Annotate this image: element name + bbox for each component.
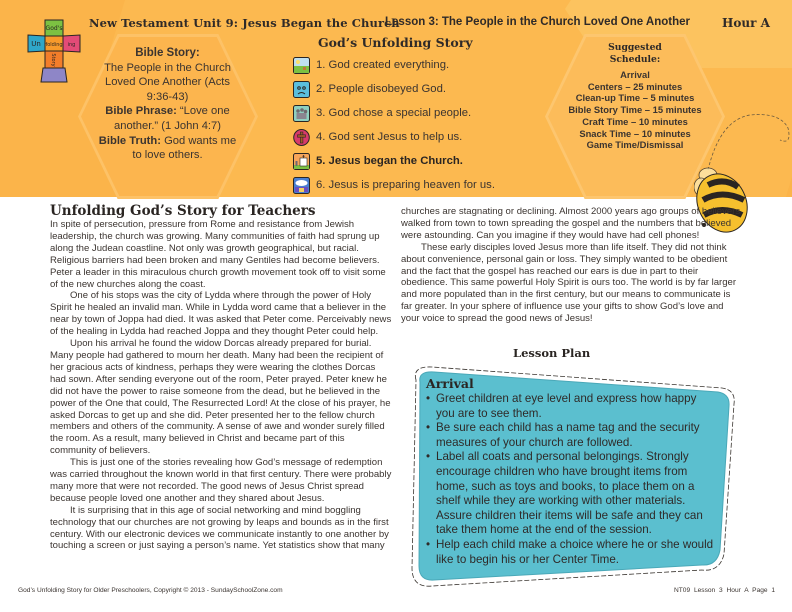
church-icon — [293, 153, 310, 170]
teachers-paragraph: In spite of persecution, pressure from Rome and resistance from Jewish leadership, the church was growing. Many communities of faith had sprung up along the Judean coastline. Not only was growth geographical, but racial. Religious barriers had been broken and many Gentiles had become believers. Peter a leader in this miraculous church growth movement took off to visit some of the new churches along the coast. — [50, 219, 386, 290]
schedule-title-line2: Schedule: — [609, 53, 661, 65]
schedule-item: Craft Time – 10 minutes — [582, 115, 688, 127]
story-item-label: 4. God sent Jesus to help us. — [316, 131, 463, 143]
unfolding-story-list — [293, 53, 495, 197]
arrival-bullet: • Greet children at eye level and express how happy you are to see them. — [426, 392, 716, 421]
teachers-text-left — [50, 219, 393, 552]
svg-text:Un: Un — [31, 40, 41, 48]
lesson-title: Lesson 3: The People in the Church Loved One Another — [385, 16, 690, 28]
schedule-title-line1: Suggested — [608, 42, 662, 53]
people-group-icon — [293, 105, 310, 122]
bible-phrase — [95, 104, 240, 133]
schedule-item: Arrival — [620, 69, 650, 80]
unfolding-story-heading: God’s Unfolding Story — [318, 35, 473, 50]
bible-truth-text: God wants me to love others. — [132, 134, 237, 162]
suggested-schedule — [560, 42, 710, 151]
story-item-label: 6. Jesus is preparing heaven for us. — [316, 179, 495, 191]
story-item — [293, 77, 495, 101]
bible-truth-label: Bible Truth: — [98, 134, 161, 147]
lesson-plan-heading: Lesson Plan — [513, 346, 591, 360]
story-item-label: 2. People disobeyed God. — [316, 83, 447, 95]
teachers-paragraph: These early disciples loved Jesus more than life itself. They did not think about convenience, personal gain or loss. They simply wanted to be obedient and the fact that the gospel has reached our ears is due in part to their obedience. This same powerful Holy Spirit is ours too. The world is by far larger and more populated than in the first century, but our means to communicate is far greater. In your sphere of influence use your gifts to show God’s love and your voice to spread the good news of Jesus! — [401, 241, 736, 325]
arrival-bullet: • Be sure each child has a name tag and the security measures of your church are followed. — [426, 421, 716, 450]
teachers-paragraph: It is surprising that in this age of social networking and mind boggling technology that our churches are not growing by leaps and bounds as in the first century. With our electronic devices we communicate instantly to one another by touching a screen or just saying a person’s name. Yet statistics show that many — [50, 504, 389, 552]
bible-story-label: Bible Story: — [135, 47, 200, 59]
unit-title: New Testament Unit 9: Jesus Began the Church — [89, 16, 400, 30]
cross-icon — [293, 129, 310, 146]
bible-truth — [95, 134, 240, 163]
story-item — [293, 53, 495, 77]
gods-unfolding-story-logo — [26, 18, 82, 84]
schedule-item: Snack Time – 10 minutes — [579, 127, 691, 139]
svg-text:God's: God's — [45, 25, 63, 32]
story-item-current — [293, 149, 495, 173]
bible-phrase-text: “Love one another.” (1 John 4:7) — [114, 105, 230, 132]
svg-text:ing: ing — [67, 42, 76, 48]
teachers-heading: Unfolding God’s Story for Teachers — [50, 203, 316, 219]
lesson-plan-content — [426, 376, 716, 567]
footer-page-info: NT09 Lesson 3 Hour A Page 1 — [674, 587, 776, 594]
svg-text:folding: folding — [45, 42, 63, 48]
schedule-items — [560, 69, 710, 151]
heaven-icon — [293, 177, 310, 194]
schedule-item: Bible Story Time – 15 minutes — [568, 104, 702, 116]
story-item-label: 1. God created everything. — [316, 59, 450, 71]
footer-copyright: God’s Unfolding Story for Older Preschoolers, Copyright © 2013 - SundaySchoolZone.com — [18, 587, 283, 594]
creation-icon — [293, 57, 310, 74]
schedule-item: Game Time/Dismissal — [586, 139, 684, 151]
bible-story-text: The People in the Church Loved One Another (Acts 9:36-43) — [104, 61, 231, 103]
teachers-paragraph: One of his stops was the city of Lydda where through the power of Holy Spirit he healed an invalid man. While in Lydda word came that a believer in the near by town of Joppa had died. It was asked that Peter come. Perceivably news of the healing in Lydda had reached Joppa and they thought Peter could help. — [50, 290, 392, 338]
teachers-paragraph: This is just one of the stories revealing how God’s message of redemption was carried throughout the known world in that first century. There were probably many more that were not recorded. The good news of Jesus Christ spread because people loved one another and they shared about Jesus. — [50, 457, 392, 504]
arrival-list — [426, 392, 716, 567]
schedule-item: Clean-up Time – 5 minutes — [575, 92, 695, 104]
story-item — [293, 125, 495, 149]
arrival-bullet: • Label all coats and personal belongings. Strongly encourage children who have brought items from home, such as toys and books, to place them on a shelf while they are working with other materials. Assure children their items will be safe and they can take them home at the end of the session. — [426, 450, 716, 538]
schedule-item: Centers – 25 minutes — [587, 80, 683, 92]
teachers-text-right — [401, 206, 741, 325]
story-item — [293, 101, 495, 125]
teachers-paragraph: churches are stagnating or declining. Almost 2000 years ago groups of believers walked from town to town spreading the gospel and the numbers that believed were astounding. Can you imagine if they would have had cell phones! — [401, 206, 741, 241]
sad-face-icon — [293, 81, 310, 98]
arrival-bullet: • Help each child make a choice where he or she would like to begin his or her Center Time. — [426, 538, 716, 567]
story-item-label: 5. Jesus began the Church. — [316, 155, 463, 167]
arrival-heading: Arrival — [426, 376, 474, 391]
teachers-paragraph: Upon his arrival he found the widow Dorcas already prepared for burial. Many people had gathered to mourn her death. Many had been the recipient of her gracious acts of kindness, perhaps they were wearing the clothes Dorcas had sown. After sending everyone out of the room, Peter prayed. Peter knew he did not have the power to raise someone from the dead, but he believed in the power of the One that could, The Resurrected Lord! At the close of his prayer, he asked Dorcas to get up and she did. Peter presented her to the fellow church members and others of the community. A sense of awe and wonder surely filled the room. As a result, many believed in Christ and became part of this community of believers. — [50, 338, 391, 457]
story-item-label: 3. God chose a special people. — [316, 107, 472, 119]
bible-phrase-label: Bible Phrase: — [105, 105, 177, 118]
story-item — [293, 173, 495, 197]
bible-info — [95, 46, 240, 163]
hour-label: Hour A — [722, 16, 770, 30]
svg-text:Story: Story — [50, 53, 56, 67]
